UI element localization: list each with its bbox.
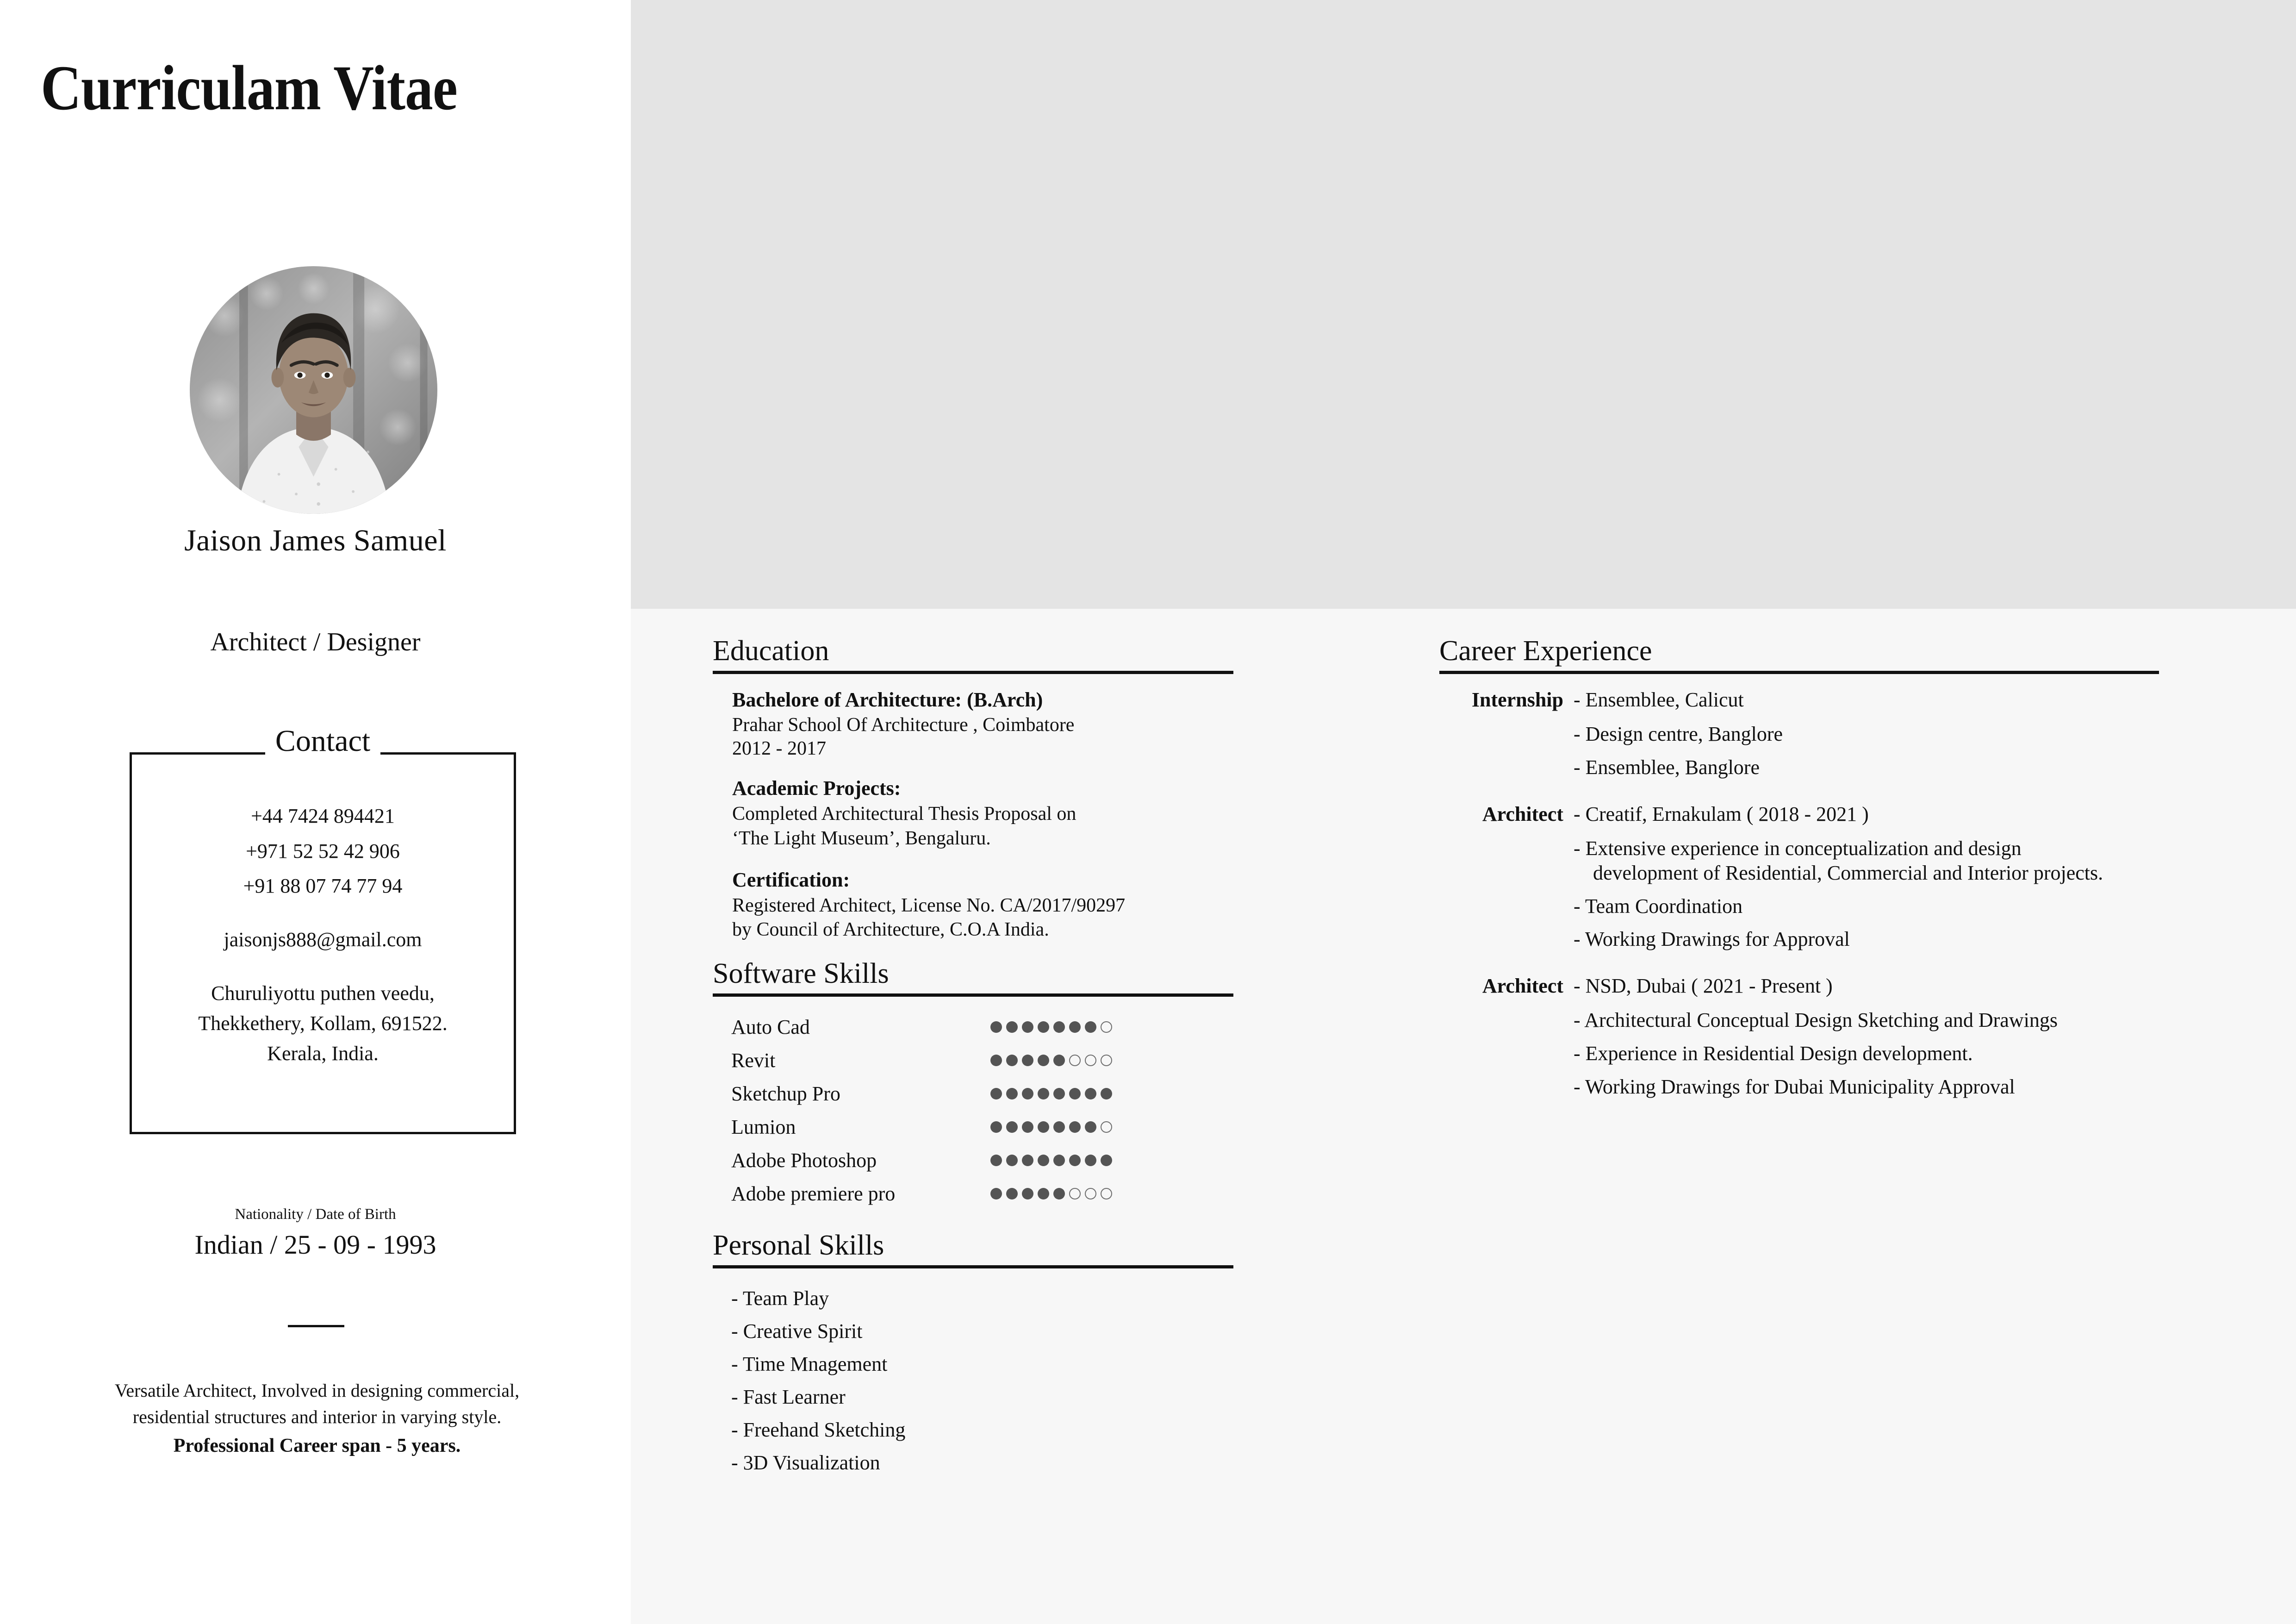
rating-dot-filled: [1038, 1121, 1049, 1133]
degree-school-name: Prahar School Of Architecture , Coimbatore: [732, 714, 1075, 736]
rating-dot-filled: [1053, 1121, 1065, 1133]
rating-dot-filled: [1069, 1021, 1081, 1033]
rating-dot-filled: [1053, 1155, 1065, 1166]
rating-dot-filled: [1022, 1121, 1033, 1133]
rating-dot-filled: [1038, 1188, 1049, 1199]
personal-skill-item: - Team Play: [731, 1287, 829, 1310]
skill-row: [731, 1144, 1233, 1177]
career-bullet: [1574, 838, 2159, 884]
rating-dot-filled: [1101, 1155, 1112, 1166]
career-role: Internship: [1471, 688, 1563, 711]
career-bullet-text: - Design centre, Banglore: [1574, 723, 1783, 745]
contact-box: [130, 724, 516, 1134]
career-bullet-text: - Architectural Conceptual Design Sketching and Drawings: [1574, 1009, 2058, 1032]
avatar: [190, 266, 437, 514]
rating-dot-filled: [1022, 1021, 1033, 1033]
rating-dot-filled: [1006, 1021, 1018, 1033]
career-bullet-text: - Ensemblee, Banglore: [1574, 756, 1760, 779]
rating-dot-filled: [990, 1021, 1002, 1033]
degree-school: [732, 713, 1233, 761]
rating-dot-filled: [1006, 1155, 1018, 1166]
skill-rating: [990, 1188, 1112, 1199]
address-line-2: Thekkethery, Kollam, 691522.: [198, 1012, 448, 1035]
skill-rating: [990, 1088, 1112, 1099]
project-line-1: Completed Architectural Thesis Proposal on: [732, 803, 1076, 825]
page-title: Curriculam Vitae: [41, 52, 457, 123]
contact-details: [132, 799, 514, 1068]
certification-title: Certification:: [732, 868, 850, 891]
career-bullets: [1449, 724, 2159, 778]
career-bullet-text: - Team Coordination: [1574, 894, 1743, 918]
section-divider: [288, 1325, 344, 1327]
career-heading: Career Experience: [1439, 637, 2159, 674]
career-entry: [1439, 688, 2159, 778]
rating-dot-filled: [1085, 1121, 1096, 1133]
career-bullet: [1574, 929, 2159, 950]
skill-rating: [990, 1055, 1112, 1066]
rating-dot-empty: [1085, 1055, 1096, 1066]
career-bullet: [1574, 757, 2159, 778]
nationality-value: Indian / 25 - 09 - 1993: [194, 1230, 436, 1260]
address-line-1: Churuliyottu puthen veedu,: [211, 982, 435, 1005]
software-skills-list: [713, 1011, 1233, 1211]
career-bullet-text: - Working Drawings for Dubai Municipality Approval: [1574, 1075, 2015, 1098]
career-role: Architect: [1482, 802, 1563, 825]
gray-header-block: [631, 0, 2296, 609]
personal-skill-item: - Time Mnagement: [731, 1353, 888, 1376]
degree-years: 2012 - 2017: [732, 738, 826, 760]
address-line-3: Kerala, India.: [267, 1042, 379, 1065]
rating-dot-filled: [990, 1155, 1002, 1166]
academic-projects-title: Academic Projects:: [732, 777, 901, 800]
rating-dot-filled: [1038, 1155, 1049, 1166]
career-bullets: [1449, 838, 2159, 950]
personal-skill-item: - Freehand Sketching: [731, 1418, 906, 1442]
rating-dot-filled: [1085, 1021, 1096, 1033]
career-bullet-continuation: development of Residential, Commercial and Interior projects.: [1593, 861, 2103, 884]
career-entry-header: [1449, 802, 2159, 826]
rating-dot-filled: [990, 1188, 1002, 1199]
rating-dot-filled: [990, 1055, 1002, 1066]
skill-name: Adobe premiere pro: [731, 1182, 896, 1206]
degree-title: Bachelore of Architecture: (B.Arch): [732, 688, 1043, 711]
profile-name: Jaison James Samuel: [184, 524, 447, 557]
rating-dot-filled: [1038, 1055, 1049, 1066]
career-company: - Ensemblee, Calicut: [1574, 688, 1744, 711]
skill-rating: [990, 1121, 1112, 1133]
career-bullet: [1574, 1010, 2159, 1031]
certification-line-1: Registered Architect, License No. CA/2017/90297: [732, 894, 1126, 916]
skill-name: Sketchup Pro: [731, 1082, 840, 1106]
personal-skills-list: [713, 1282, 1233, 1480]
rating-dot-empty: [1101, 1188, 1112, 1199]
nationality-label: Nationality / Date of Birth: [235, 1206, 396, 1223]
skill-row: [731, 1044, 1233, 1077]
rating-dot-filled: [1053, 1021, 1065, 1033]
personal-skill-item: - Creative Spirit: [731, 1320, 863, 1343]
personal-skills-heading: Personal Skills: [713, 1231, 1233, 1268]
career-bullets: [1449, 1010, 2159, 1098]
rating-dot-empty: [1101, 1055, 1112, 1066]
summary-text: Versatile Architect, Involved in designing commercial, residential structures and interior in varying style.: [114, 1380, 520, 1428]
rating-dot-filled: [1038, 1088, 1049, 1099]
rating-dot-filled: [990, 1088, 1002, 1099]
career-list: [1439, 688, 2159, 1098]
career-entry: [1439, 974, 2159, 1098]
skill-name: Auto Cad: [731, 1016, 810, 1039]
contact-address: [132, 978, 514, 1068]
rating-dot-filled: [1053, 1188, 1065, 1199]
rating-dot-filled: [1006, 1121, 1018, 1133]
rating-dot-empty: [1101, 1021, 1112, 1033]
skill-row: [731, 1177, 1233, 1211]
career-entry-header: [1449, 974, 2159, 998]
rating-dot-filled: [1006, 1188, 1018, 1199]
rating-dot-filled: [1006, 1088, 1018, 1099]
skill-row: [731, 1077, 1233, 1111]
rating-dot-empty: [1069, 1188, 1081, 1199]
rating-dot-filled: [1022, 1188, 1033, 1199]
profile-role: Architect / Designer: [210, 628, 421, 656]
career-entry-header: [1449, 688, 2159, 712]
contact-email[interactable]: jaisonjs888@gmail.com: [224, 928, 422, 951]
skill-name: Revit: [731, 1049, 776, 1072]
software-skills-heading: Software Skills: [713, 959, 1233, 997]
rating-dot-filled: [1038, 1021, 1049, 1033]
education-heading: Education: [713, 637, 1233, 674]
career-company: - Creatif, Ernakulam ( 2018 - 2021 ): [1574, 802, 1869, 825]
right-column: [1439, 637, 2159, 1122]
career-entry: [1439, 802, 2159, 950]
certification-line-2: by Council of Architecture, C.O.A India.: [732, 918, 1049, 940]
personal-skill-item: - Fast Learner: [731, 1386, 846, 1409]
rating-dot-empty: [1085, 1188, 1096, 1199]
skill-name: Lumion: [731, 1116, 796, 1139]
skill-name: Adobe Photoshop: [731, 1149, 877, 1172]
contact-legend-label: Contact: [265, 726, 380, 756]
rating-dot-filled: [1006, 1055, 1018, 1066]
summary-highlight: Professional Career span - 5 years.: [173, 1435, 461, 1457]
career-role: Architect: [1482, 974, 1563, 998]
rating-dot-filled: [1101, 1088, 1112, 1099]
rating-dot-filled: [1069, 1155, 1081, 1166]
rating-dot-empty: [1069, 1055, 1081, 1066]
education-content: [713, 688, 1233, 942]
contact-phone-2[interactable]: +971 52 52 42 906: [246, 839, 400, 862]
skill-row: [731, 1011, 1233, 1044]
rating-dot-filled: [1053, 1055, 1065, 1066]
contact-phone-1[interactable]: +44 7424 894421: [251, 805, 395, 827]
career-bullet-text: - Working Drawings for Approval: [1574, 928, 1850, 951]
profile-summary: [109, 1377, 525, 1460]
rating-dot-filled: [1085, 1088, 1096, 1099]
portrait-photo-icon: [190, 266, 437, 514]
rating-dot-filled: [990, 1121, 1002, 1133]
career-bullet: [1574, 1043, 2159, 1064]
rating-dot-empty: [1101, 1121, 1112, 1133]
rating-dot-filled: [1053, 1088, 1065, 1099]
rating-dot-filled: [1022, 1088, 1033, 1099]
rating-dot-filled: [1022, 1055, 1033, 1066]
career-company: - NSD, Dubai ( 2021 - Present ): [1574, 974, 1833, 998]
skill-row: [731, 1111, 1233, 1144]
contact-phone-3[interactable]: +91 88 07 74 77 94: [243, 874, 403, 898]
certification-body: [732, 893, 1233, 942]
middle-column: [713, 637, 1233, 1480]
rating-dot-filled: [1022, 1155, 1033, 1166]
personal-skill-item: - 3D Visualization: [731, 1451, 880, 1474]
career-bullet-text: - Experience in Residential Design development.: [1574, 1042, 1973, 1065]
academic-projects-body: [732, 802, 1233, 850]
rating-dot-filled: [1085, 1155, 1096, 1166]
career-bullet: [1574, 1077, 2159, 1098]
rating-dot-filled: [1069, 1088, 1081, 1099]
rating-dot-filled: [1069, 1121, 1081, 1133]
project-line-2: ‘The Light Museum’, Bengaluru.: [732, 827, 991, 849]
career-bullet-text: - Extensive experience in conceptualization and design: [1574, 837, 2022, 860]
career-bullet: [1574, 724, 2159, 745]
skill-rating: [990, 1155, 1112, 1166]
career-bullet: [1574, 896, 2159, 917]
skill-rating: [990, 1021, 1112, 1033]
